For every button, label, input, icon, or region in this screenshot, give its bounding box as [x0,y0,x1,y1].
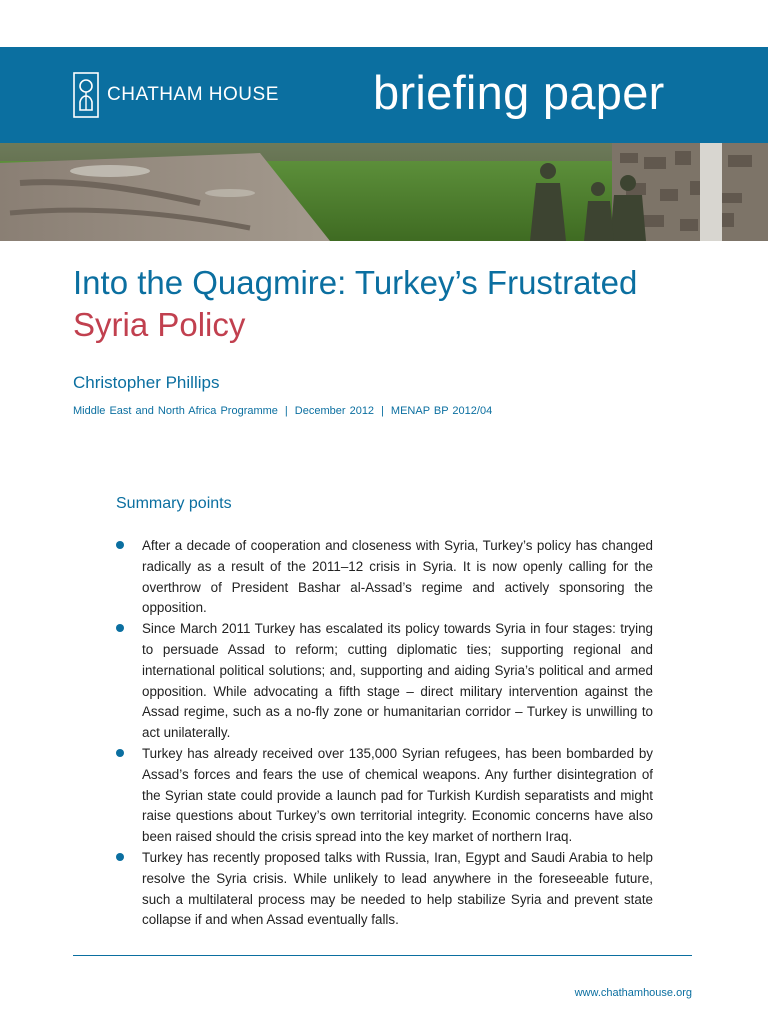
org-name: CHATHAM HOUSE [107,84,279,105]
summary-point-text: Since March 2011 Turkey has escalated its policy towards Syria in four stages: trying to persuade Assad to reform; cutting diplomatic ties; supporting regional and international political solutions; and, supporting and aiding Syria’s political and armed opposition. While advocating a fifth stage – direct military intervention against the Assad regime, such as a no-fly zone or humanitarian corridor – Turkey is unwilling to act unilaterally. [142,621,653,741]
summary-point-text: Turkey has already received over 135,000 Syrian refugees, has been bombarded by Assad’s forces and fears the use of chemical weapons. Any further disintegration of the Syrian state could provide a launch pad for Turkish Kurdish separatists and might raise questions about Turkey’s own territorial integrity. Economic concerns have also been raised should the crisis spread into the key market of northern Iraq. [142,745,653,845]
title-accent: Syria Policy [73,306,246,343]
title-main: Into the Quagmire: Turkey’s Frustrated [73,264,638,301]
meta-programme: Middle East and North Africa Programme [73,405,278,417]
paper-title [73,262,713,346]
footer-divider [73,955,692,956]
cover-photo-illustration [0,143,768,241]
summary-point-text: Turkey has recently proposed talks with Russia, Iran, Egypt and Saudi Arabia to help resolve the Syria crisis. While unlikely to lead anywhere in the foreseeable future, such a multilateral process may be needed to help stabilize Syria and prevent state collapse if and when Assad eventually falls. [142,849,653,928]
document-type-label: briefing paper [373,66,665,119]
bullet-icon [116,749,124,757]
cover-photo [0,143,768,241]
meta-separator: | [284,405,288,417]
bullet-icon [116,624,124,632]
meta-code: MENAP BP 2012/04 [390,405,493,417]
chatham-house-logo[interactable] [73,71,279,119]
header-banner [0,47,768,143]
meta-date: December 2012 [294,405,375,417]
chatham-house-crest-icon [73,72,99,118]
website-link[interactable]: www.chathamhouse.org [574,987,692,999]
summary-points-list [116,536,653,931]
meta-separator: | [381,405,384,417]
summary-point [116,744,653,848]
summary-point [116,848,653,931]
bullet-icon [116,853,124,861]
summary-heading: Summary points [116,495,232,512]
author-name: Christopher Phillips [73,373,220,392]
bullet-icon [116,541,124,549]
summary-point-text: After a decade of cooperation and closeness with Syria, Turkey’s policy has changed radically as a result of the 2011–12 crisis in Syria. It is now openly calling for the overthrow of President Bashar al-Assad’s regime and actively sponsoring the opposition. [142,538,653,616]
publication-meta [73,405,492,417]
summary-point [116,619,653,744]
summary-point [116,536,653,619]
